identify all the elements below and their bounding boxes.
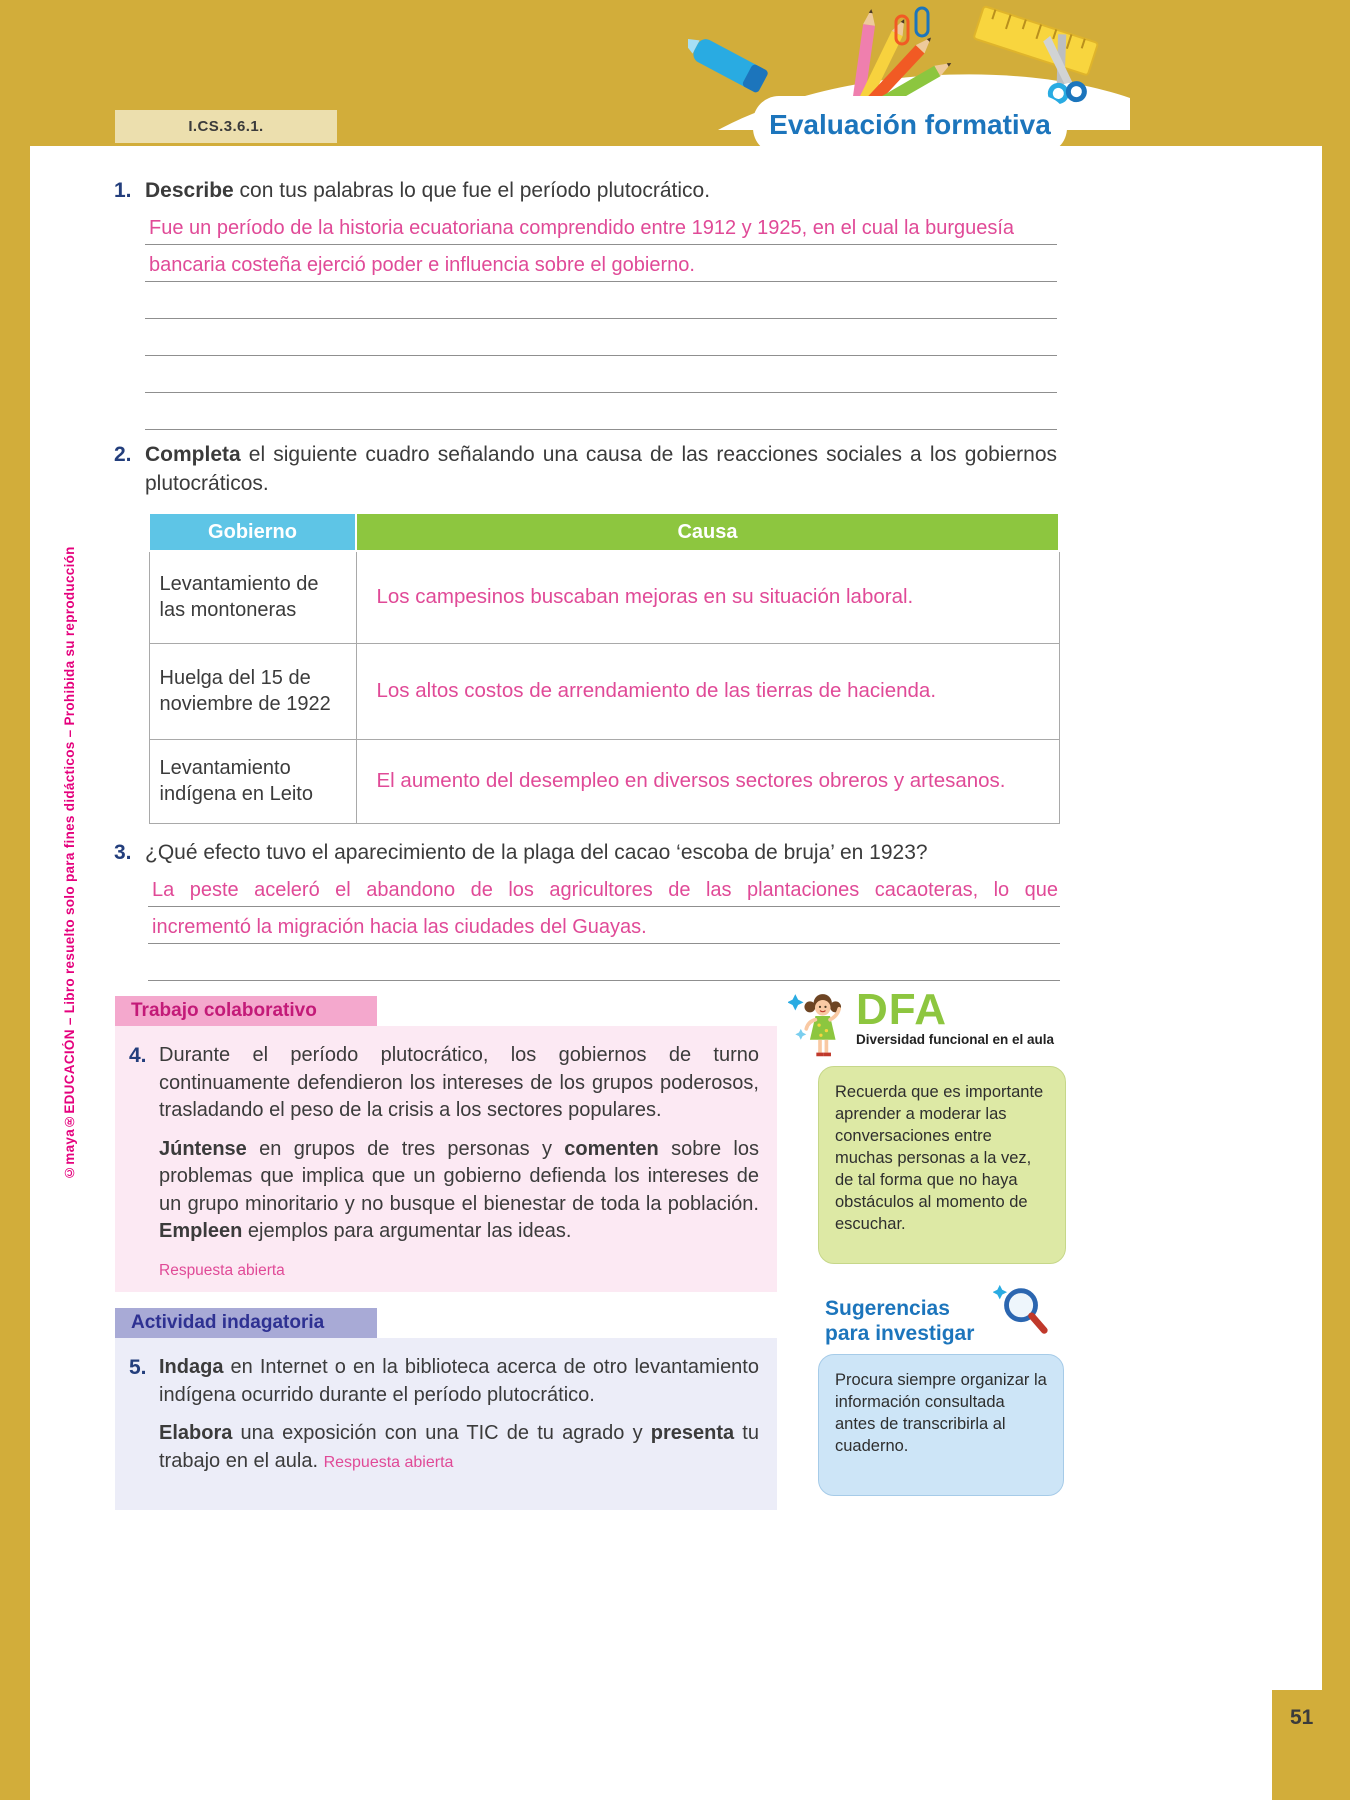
- q4-verb-comenten: comenten: [564, 1137, 659, 1160]
- q2-table: [148, 512, 1060, 824]
- dfa-logo: DFA: [856, 985, 947, 1034]
- ruled-line: [148, 907, 1060, 944]
- question-3-answer-lines: [148, 870, 1060, 981]
- dfa-tip-box: Recuerda que es importante aprender a moderar las conversaciones entre muchas personas a la vez, de tal forma que no haya obstáculos al momento de escuchar.: [818, 1066, 1066, 1264]
- q4-seg: sobre los problemas que implica que un gobierno defienda los intereses de un grupo minoritario y no busque el bienestar de toda la población.: [159, 1137, 759, 1215]
- research-suggestions-title-line2: para investigar: [825, 1322, 975, 1345]
- page-number: 51: [1290, 1706, 1314, 1729]
- table-row: [149, 551, 1059, 643]
- answer-text: bancaria costeña ejerció poder e influencia sobre el gobierno.: [149, 254, 695, 276]
- ruled-line: [145, 245, 1057, 282]
- ruler-icon: [973, 6, 1098, 75]
- worksheet-page: [30, 146, 1322, 1800]
- answer-text: La peste aceleró el abandono de los agricultores de las plantaciones cacaoteras, lo que: [152, 879, 1058, 901]
- answer-text: Fue un período de la historia ecuatoriana comprendido entre 1912 y 1925, en el cual la burguesía: [149, 217, 1015, 239]
- question-1-answer-lines: [145, 208, 1057, 430]
- inquiry-activity-panel: [115, 1338, 777, 1510]
- question-4-paragraph-1: Durante el período plutocrático, los gobiernos de turno continuamente defendieron los intereses de los grupos poderosos, trasladando el peso de la crisis a los sectores populares.: [159, 1044, 759, 1121]
- q5-verb-elabora: Elabora: [159, 1422, 233, 1444]
- q4-verb-empleen: Empleen: [159, 1220, 243, 1242]
- copyright-sidebar-text: ©maya®EDUCACIÓN – Libro resuelto solo para fines didácticos – Prohibida su reproducción: [62, 546, 77, 1180]
- table-header-causa: Causa: [356, 513, 1059, 551]
- q4-seg: ejemplos para argumentar las ideas.: [242, 1220, 572, 1242]
- research-suggestions-title: [825, 1296, 974, 1346]
- open-answer-note: Respuesta abierta: [159, 1261, 285, 1279]
- question-1-prompt: con tus palabras lo que fue el período plutocrático.: [233, 179, 711, 202]
- standard-code-badge: I.CS.3.6.1.: [115, 110, 337, 143]
- dfa-girl-illustration: [788, 990, 852, 1064]
- question-4-paragraph-2: [159, 1136, 759, 1246]
- question-3-number: 3.: [114, 841, 132, 864]
- q5-verb-presenta: presenta: [650, 1422, 735, 1444]
- research-suggestions-title-line1: Sugerencias: [825, 1297, 950, 1320]
- ruled-line: [145, 208, 1057, 245]
- q4-seg: en grupos de tres personas y: [246, 1137, 565, 1160]
- dfa-block: [788, 985, 1088, 1064]
- ruled-line: [145, 393, 1057, 430]
- question-2-number: 2.: [114, 443, 132, 466]
- section-banner: [753, 96, 1067, 154]
- question-4: [129, 1042, 759, 1284]
- ruled-line: [148, 870, 1060, 907]
- question-4-text: [159, 1042, 759, 1284]
- question-2-prompt: el siguiente cuadro señalando una causa de las reacciones sociales a los gobiernos plutocráticos.: [145, 443, 1057, 495]
- sparkle-icon: [788, 994, 804, 1010]
- q5-seg: en Internet o en la biblioteca acerca de otro levantamiento indígena ocurrido durante el período plutocrático.: [159, 1356, 759, 1406]
- collaborative-work-panel: [115, 1026, 777, 1292]
- table-row: [149, 643, 1059, 739]
- table-row: [149, 739, 1059, 823]
- question-2: [114, 440, 1057, 498]
- question-3: [114, 838, 1057, 867]
- ruled-line: [145, 319, 1057, 356]
- collaborative-work-banner: Trabajo colaborativo: [115, 996, 377, 1026]
- question-1-number: 1.: [114, 179, 132, 202]
- question-5-text: [159, 1354, 759, 1476]
- question-2-text: [145, 440, 1057, 498]
- question-5-paragraph-1: [159, 1354, 759, 1409]
- question-5-paragraph-2: [159, 1420, 759, 1476]
- banner-title: Evaluación formativa: [769, 109, 1051, 140]
- page-number-block: [1272, 1690, 1350, 1800]
- question-4-number: 4.: [129, 1044, 147, 1067]
- question-3-prompt: ¿Qué efecto tuvo el aparecimiento de la plaga del cacao ‘escoba de bruja’ en 1923?: [145, 841, 928, 864]
- q4-verb-juntense: Júntense: [159, 1137, 247, 1160]
- ruled-line: [145, 282, 1057, 319]
- question-2-verb: Completa: [145, 443, 241, 466]
- table-header-row: [149, 513, 1059, 551]
- q5-seg: una exposición con una TIC de tu agrado y: [232, 1422, 651, 1444]
- dfa-tagline: Diversidad funcional en el aula: [856, 1032, 1055, 1047]
- question-1: [114, 176, 1057, 205]
- answer-text: incrementó la migración hacia las ciudades del Guayas.: [152, 916, 647, 938]
- inquiry-activity-banner: Actividad indagatoria: [115, 1308, 377, 1338]
- question-5-number: 5.: [129, 1356, 147, 1379]
- cell-causa-answer: El aumento del desempleo en diversos sectores obreros y artesanos.: [356, 739, 1059, 823]
- ruled-line: [145, 356, 1057, 393]
- cell-gobierno: Huelga del 15 de noviembre de 1922: [149, 643, 356, 739]
- question-5: [129, 1354, 759, 1476]
- q5-verb-indaga: Indaga: [159, 1356, 224, 1378]
- q5-seg: tu trabajo en el aula.: [159, 1422, 759, 1472]
- cell-causa-answer: Los altos costos de arrendamiento de las tierras de hacienda.: [356, 643, 1059, 739]
- magnifying-glass-icon: [993, 1282, 1051, 1340]
- cell-gobierno: Levantamiento de las montoneras: [149, 551, 356, 643]
- cell-gobierno: Levantamiento indígena en Leito: [149, 739, 356, 823]
- question-1-verb: Describe: [145, 179, 234, 202]
- research-tip-box: Procura siempre organizar la información consultada antes de transcribirla al cuaderno.: [818, 1354, 1064, 1496]
- dfa-logo-text: [856, 985, 1055, 1047]
- question-1-text: [145, 176, 1057, 205]
- sparkle-icon: [795, 1029, 806, 1040]
- ruled-line: [148, 944, 1060, 981]
- table-header-gobierno: Gobierno: [149, 513, 356, 551]
- cell-causa-answer: Los campesinos buscaban mejoras en su situación laboral.: [356, 551, 1059, 643]
- open-answer-note: Respuesta abierta: [323, 1453, 454, 1471]
- highlighter-icon: [688, 28, 769, 94]
